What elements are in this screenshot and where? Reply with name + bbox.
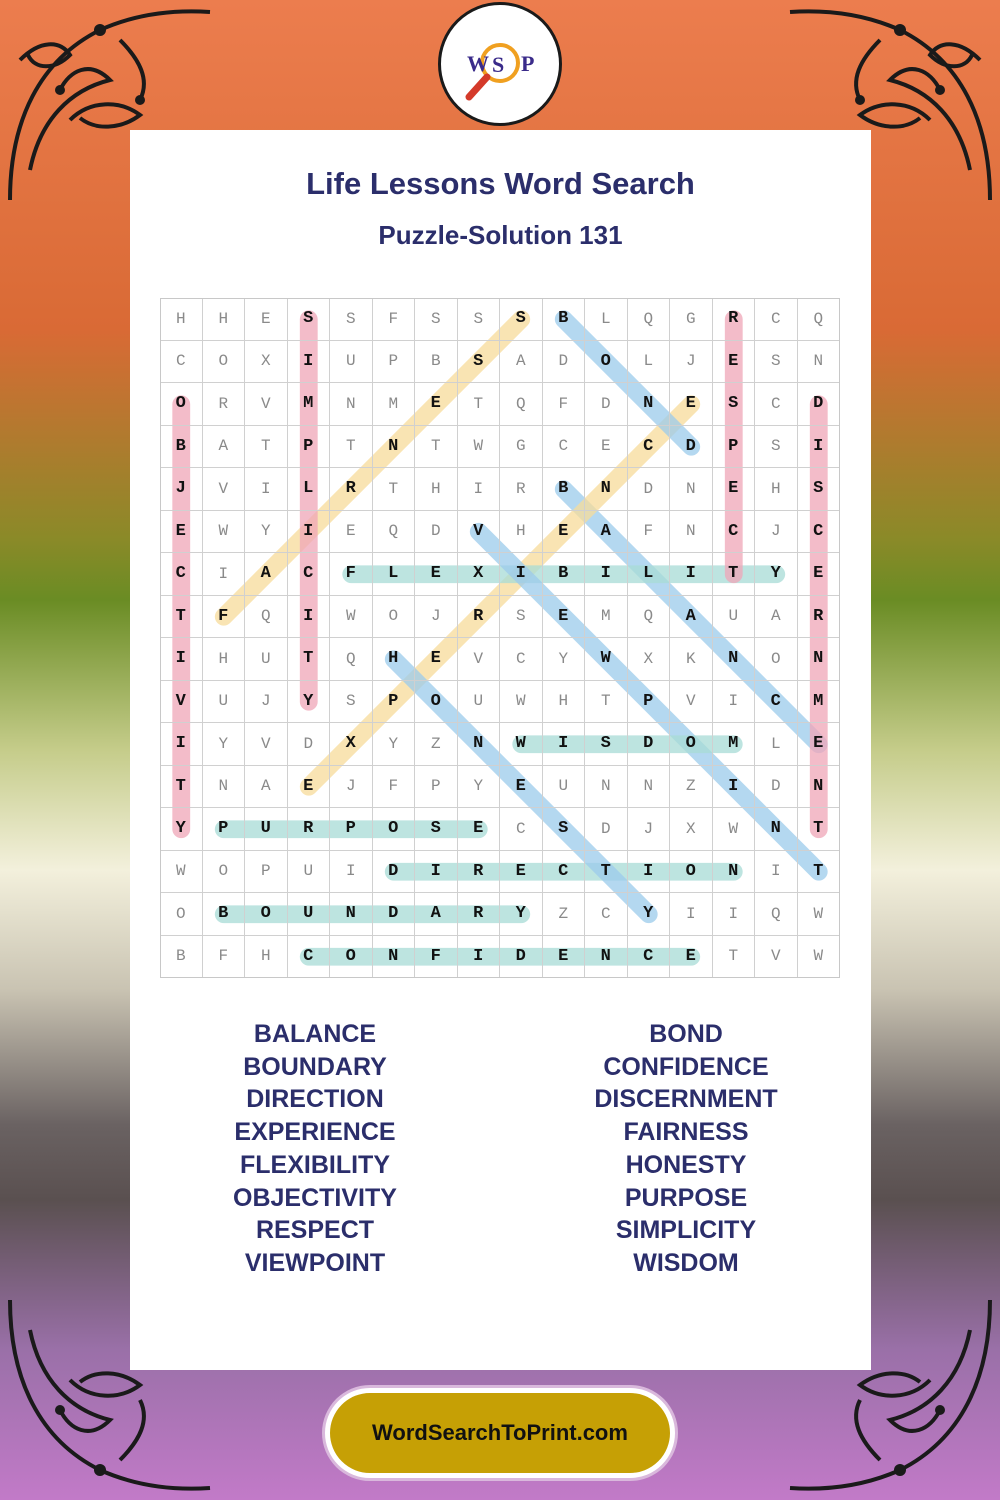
grid-cell[interactable]: I <box>713 681 756 724</box>
grid-cell[interactable]: P <box>288 426 331 469</box>
word-item: EXPERIENCE <box>234 1118 396 1147</box>
grid-cell[interactable]: J <box>245 681 288 724</box>
grid-cell[interactable]: P <box>415 766 458 809</box>
grid-cell[interactable]: X <box>245 341 288 384</box>
grid-cell[interactable]: C <box>755 681 798 724</box>
word-list-right <box>501 1018 871 1280</box>
word-search-grid <box>160 298 840 978</box>
grid-cell[interactable]: P <box>245 851 288 894</box>
grid-cell[interactable]: T <box>373 468 416 511</box>
grid-cell[interactable]: C <box>500 808 543 851</box>
grid-cell[interactable]: O <box>755 638 798 681</box>
grid-cell[interactable]: Y <box>288 681 331 724</box>
grid-cell[interactable]: W <box>203 511 246 554</box>
grid-cell[interactable]: V <box>670 681 713 724</box>
grid-cell[interactable]: Z <box>415 723 458 766</box>
grid-cell[interactable]: I <box>670 553 713 596</box>
grid-cell[interactable]: T <box>798 851 841 894</box>
puzzle-sheet <box>130 130 871 1370</box>
word-item: DISCERNMENT <box>594 1085 778 1114</box>
grid-cell[interactable]: M <box>713 723 756 766</box>
grid-cell[interactable]: M <box>798 681 841 724</box>
word-item: RESPECT <box>255 1216 375 1245</box>
logo-letter-p: P <box>521 51 535 76</box>
grid-cell[interactable]: G <box>500 426 543 469</box>
grid-cell[interactable]: I <box>203 553 246 596</box>
grid-cell[interactable]: N <box>670 468 713 511</box>
grid-cell[interactable]: T <box>585 851 628 894</box>
grid-cell[interactable]: E <box>543 596 586 639</box>
grid-cell[interactable]: Y <box>373 723 416 766</box>
grid-cell[interactable]: P <box>203 808 246 851</box>
grid-cell[interactable]: A <box>500 341 543 384</box>
grid-cell[interactable]: X <box>628 638 671 681</box>
grid-cell[interactable]: D <box>670 426 713 469</box>
grid-cell[interactable]: W <box>458 426 501 469</box>
grid-cell[interactable]: S <box>798 468 841 511</box>
grid-cell[interactable]: C <box>288 553 331 596</box>
grid-cell[interactable]: E <box>288 766 331 809</box>
grid-cell[interactable]: F <box>415 936 458 979</box>
grid-cell[interactable]: U <box>245 638 288 681</box>
grid-cell[interactable]: M <box>585 596 628 639</box>
grid-cell[interactable]: I <box>288 341 331 384</box>
grid-cell[interactable]: H <box>203 638 246 681</box>
grid-cell[interactable]: Q <box>628 298 671 341</box>
grid-cell[interactable]: T <box>585 681 628 724</box>
grid-cell[interactable]: R <box>458 893 501 936</box>
grid-cell[interactable]: Y <box>160 808 203 851</box>
word-item: BOUNDARY <box>243 1052 387 1081</box>
grid-cell[interactable]: H <box>245 936 288 979</box>
grid-cell[interactable]: N <box>713 851 756 894</box>
grid-cell[interactable]: S <box>458 341 501 384</box>
grid-cell[interactable]: Q <box>373 511 416 554</box>
grid-cell[interactable]: O <box>203 341 246 384</box>
grid-cell[interactable]: V <box>160 681 203 724</box>
grid-cell[interactable]: D <box>585 808 628 851</box>
grid-cell[interactable]: E <box>330 511 373 554</box>
word-item: CONFIDENCE <box>603 1052 769 1081</box>
grid-cell[interactable]: U <box>713 596 756 639</box>
grid-cell[interactable]: N <box>203 766 246 809</box>
grid-cell[interactable]: S <box>543 808 586 851</box>
grid-cell[interactable]: I <box>160 638 203 681</box>
grid-cell[interactable]: E <box>543 511 586 554</box>
grid-cell[interactable]: I <box>670 893 713 936</box>
page-title: Life Lessons Word Search <box>306 166 695 201</box>
grid-cell[interactable]: X <box>458 553 501 596</box>
grid-cell[interactable]: E <box>798 723 841 766</box>
grid-cell[interactable]: V <box>755 936 798 979</box>
grid-cell[interactable]: S <box>500 298 543 341</box>
grid-cell[interactable]: D <box>415 511 458 554</box>
grid-cell[interactable]: A <box>585 511 628 554</box>
grid-cell[interactable]: I <box>713 893 756 936</box>
grid-cell[interactable]: A <box>203 426 246 469</box>
grid-cell[interactable]: B <box>415 341 458 384</box>
grid-cell[interactable]: W <box>798 893 841 936</box>
grid-cell[interactable]: X <box>330 723 373 766</box>
grid-cell[interactable]: N <box>798 766 841 809</box>
grid-cell[interactable]: Z <box>543 893 586 936</box>
grid-cell[interactable]: R <box>458 596 501 639</box>
grid-cell[interactable]: N <box>628 766 671 809</box>
grid-cell[interactable]: D <box>585 383 628 426</box>
grid-cell[interactable]: C <box>755 383 798 426</box>
grid-cell[interactable]: I <box>458 936 501 979</box>
grid-cell[interactable]: V <box>245 723 288 766</box>
grid-cell[interactable]: T <box>160 596 203 639</box>
grid-cell[interactable]: W <box>713 808 756 851</box>
grid-cell[interactable]: F <box>543 383 586 426</box>
grid-cell[interactable]: E <box>543 936 586 979</box>
grid-cell[interactable]: I <box>458 468 501 511</box>
grid-cell[interactable]: B <box>203 893 246 936</box>
grid-cell[interactable]: N <box>585 936 628 979</box>
grid-cell[interactable]: H <box>160 298 203 341</box>
grid-cell[interactable]: P <box>373 341 416 384</box>
grid-cell[interactable]: D <box>798 383 841 426</box>
grid-cell[interactable]: I <box>245 468 288 511</box>
grid-cell[interactable]: U <box>245 808 288 851</box>
word-item: HONESTY <box>625 1150 747 1179</box>
grid-cell[interactable]: N <box>713 638 756 681</box>
grid-cell[interactable]: O <box>245 893 288 936</box>
grid-cell[interactable]: E <box>500 851 543 894</box>
grid-cell[interactable]: S <box>500 596 543 639</box>
grid-cell[interactable]: W <box>798 936 841 979</box>
grid-cell[interactable]: B <box>543 468 586 511</box>
grid-cell[interactable]: I <box>543 723 586 766</box>
grid-cell[interactable]: L <box>755 723 798 766</box>
grid-cell[interactable]: J <box>330 766 373 809</box>
grid-cell[interactable]: T <box>415 426 458 469</box>
wsp-logo[interactable] <box>438 2 562 126</box>
word-list-left <box>130 1018 500 1280</box>
grid-cell[interactable]: S <box>585 723 628 766</box>
grid-cell[interactable]: S <box>755 426 798 469</box>
grid-cell[interactable]: T <box>288 638 331 681</box>
grid-cell[interactable]: E <box>415 383 458 426</box>
grid-cell[interactable]: E <box>160 511 203 554</box>
grid-cell[interactable]: A <box>670 596 713 639</box>
word-item: DIRECTION <box>246 1085 384 1114</box>
grid-cell[interactable]: E <box>670 936 713 979</box>
magnifier-logo-icon <box>441 5 559 123</box>
grid-cell[interactable]: N <box>458 723 501 766</box>
grid-cell[interactable]: O <box>203 851 246 894</box>
grid-cell[interactable]: E <box>415 553 458 596</box>
grid-cell[interactable]: T <box>713 553 756 596</box>
grid-cell[interactable]: Q <box>628 596 671 639</box>
grid-cell[interactable]: R <box>203 383 246 426</box>
grid-cell[interactable]: H <box>500 511 543 554</box>
grid-cell[interactable]: Y <box>755 553 798 596</box>
grid-cell[interactable]: J <box>755 511 798 554</box>
grid-cell[interactable]: N <box>330 893 373 936</box>
grid-cell[interactable]: B <box>160 426 203 469</box>
grid-cell[interactable]: S <box>415 808 458 851</box>
grid-cell[interactable]: W <box>330 596 373 639</box>
grid-cell[interactable]: U <box>458 681 501 724</box>
grid-cell[interactable]: N <box>798 638 841 681</box>
grid-cell[interactable]: U <box>330 341 373 384</box>
grid-cell[interactable]: S <box>755 341 798 384</box>
grid-cell[interactable]: D <box>755 766 798 809</box>
grid-cell[interactable]: E <box>415 638 458 681</box>
grid-cell[interactable]: E <box>458 808 501 851</box>
grid-cell[interactable]: N <box>330 383 373 426</box>
site-link-label: WordSearchToPrint.com <box>372 1420 628 1445</box>
grid-cell[interactable]: I <box>288 596 331 639</box>
grid-cell[interactable]: N <box>585 766 628 809</box>
grid-cell[interactable]: F <box>373 298 416 341</box>
grid-cell[interactable]: P <box>713 426 756 469</box>
grid-cell[interactable]: I <box>798 426 841 469</box>
grid-cell[interactable]: N <box>585 468 628 511</box>
grid-cell[interactable]: N <box>670 511 713 554</box>
grid-cell[interactable]: D <box>543 341 586 384</box>
grid-cell[interactable]: I <box>500 553 543 596</box>
grid-cell[interactable]: R <box>458 851 501 894</box>
grid-cell[interactable]: Y <box>543 638 586 681</box>
grid-cell[interactable]: I <box>415 851 458 894</box>
grid-cell[interactable]: U <box>288 893 331 936</box>
grid-cell[interactable]: D <box>628 468 671 511</box>
grid-cell[interactable]: S <box>330 681 373 724</box>
site-link-button[interactable] <box>325 1388 675 1478</box>
grid-cell[interactable]: J <box>160 468 203 511</box>
grid-cell[interactable]: S <box>458 298 501 341</box>
grid-cell[interactable]: I <box>160 723 203 766</box>
grid-cell[interactable]: P <box>330 808 373 851</box>
grid-cell[interactable]: O <box>330 936 373 979</box>
grid-cell[interactable]: S <box>415 298 458 341</box>
grid-cell[interactable]: W <box>500 723 543 766</box>
grid-cell[interactable]: O <box>670 723 713 766</box>
grid-cell[interactable]: F <box>628 511 671 554</box>
word-item: OBJECTIVITY <box>233 1183 397 1212</box>
grid-cell[interactable]: N <box>755 808 798 851</box>
logo-letter-s: S <box>492 52 505 77</box>
grid-cell[interactable]: T <box>798 808 841 851</box>
grid-cell[interactable]: E <box>670 383 713 426</box>
grid-cell[interactable]: F <box>330 553 373 596</box>
word-item: SIMPLICITY <box>615 1216 757 1245</box>
grid-cell[interactable]: E <box>245 298 288 341</box>
grid-cell[interactable]: E <box>713 468 756 511</box>
grid-cell[interactable]: T <box>245 426 288 469</box>
grid-cell[interactable]: Y <box>458 766 501 809</box>
grid-cell[interactable]: E <box>798 553 841 596</box>
grid-cell[interactable]: A <box>415 893 458 936</box>
grid-cell[interactable]: V <box>203 468 246 511</box>
grid-cell[interactable]: Q <box>798 298 841 341</box>
grid-cell[interactable]: L <box>373 553 416 596</box>
word-item: VIEWPOINT <box>244 1248 386 1277</box>
grid-cell[interactable]: R <box>500 468 543 511</box>
grid-cell[interactable]: Q <box>500 383 543 426</box>
grid-cell[interactable]: I <box>330 851 373 894</box>
grid-cell[interactable]: T <box>160 766 203 809</box>
grid-cell[interactable]: Q <box>755 893 798 936</box>
grid-cell[interactable]: S <box>330 298 373 341</box>
grid-cell[interactable]: C <box>713 511 756 554</box>
grid-cell[interactable]: N <box>373 936 416 979</box>
grid-cell[interactable]: L <box>288 468 331 511</box>
logo-letter-w: W <box>467 51 489 76</box>
letter-grid <box>160 298 840 978</box>
grid-cell[interactable]: V <box>458 511 501 554</box>
grid-cell[interactable]: F <box>203 596 246 639</box>
grid-cell[interactable]: B <box>160 936 203 979</box>
grid-cell[interactable]: D <box>500 936 543 979</box>
grid-cell[interactable]: K <box>670 638 713 681</box>
grid-cell[interactable]: E <box>713 341 756 384</box>
grid-cell[interactable]: H <box>755 468 798 511</box>
grid-cell[interactable]: O <box>373 596 416 639</box>
grid-cell[interactable]: Y <box>245 511 288 554</box>
grid-cell[interactable]: R <box>713 298 756 341</box>
grid-cell[interactable]: D <box>628 723 671 766</box>
grid-cell[interactable]: J <box>628 808 671 851</box>
grid-cell[interactable]: C <box>543 851 586 894</box>
grid-cell[interactable]: I <box>288 511 331 554</box>
grid-cell[interactable]: L <box>628 341 671 384</box>
grid-cell[interactable]: Y <box>628 893 671 936</box>
grid-cell[interactable]: G <box>670 298 713 341</box>
grid-cell[interactable]: C <box>500 638 543 681</box>
grid-cell[interactable]: O <box>160 893 203 936</box>
grid-cell[interactable]: L <box>628 553 671 596</box>
grid-cell[interactable]: Y <box>203 723 246 766</box>
grid-cell[interactable]: E <box>500 766 543 809</box>
grid-cell[interactable]: O <box>415 681 458 724</box>
grid-cell[interactable]: M <box>373 383 416 426</box>
grid-cell[interactable]: F <box>203 936 246 979</box>
grid-cell[interactable]: H <box>415 468 458 511</box>
grid-cell[interactable]: N <box>798 341 841 384</box>
grid-cell[interactable]: H <box>543 681 586 724</box>
grid-cell[interactable]: O <box>670 851 713 894</box>
grid-cell[interactable]: D <box>373 851 416 894</box>
grid-cell[interactable]: I <box>713 766 756 809</box>
grid-cell[interactable]: P <box>628 681 671 724</box>
grid-cell[interactable]: R <box>330 468 373 511</box>
word-item: PURPOSE <box>624 1183 748 1212</box>
grid-cell[interactable]: I <box>755 851 798 894</box>
grid-cell[interactable]: W <box>160 851 203 894</box>
grid-cell[interactable]: B <box>543 298 586 341</box>
grid-cell[interactable]: Q <box>330 638 373 681</box>
grid-cell[interactable]: V <box>245 383 288 426</box>
grid-cell[interactable]: C <box>755 298 798 341</box>
grid-cell[interactable]: U <box>543 766 586 809</box>
grid-cell[interactable]: O <box>373 808 416 851</box>
grid-cell[interactable]: C <box>628 426 671 469</box>
grid-cell[interactable]: T <box>330 426 373 469</box>
grid-cell[interactable]: W <box>500 681 543 724</box>
grid-cell[interactable]: S <box>713 383 756 426</box>
grid-cell[interactable]: R <box>798 596 841 639</box>
grid-cell[interactable]: H <box>203 298 246 341</box>
grid-cell[interactable]: D <box>288 723 331 766</box>
grid-cell[interactable]: M <box>288 383 331 426</box>
grid-cell[interactable]: Q <box>245 596 288 639</box>
grid-cell[interactable]: I <box>585 553 628 596</box>
grid-cell[interactable]: A <box>245 553 288 596</box>
word-item: WISDOM <box>633 1248 739 1277</box>
grid-cell[interactable]: U <box>288 851 331 894</box>
word-item: FLEXIBILITY <box>240 1150 390 1179</box>
grid-cell[interactable]: C <box>585 893 628 936</box>
grid-cell[interactable]: C <box>543 426 586 469</box>
grid-cell[interactable]: U <box>203 681 246 724</box>
grid-cell[interactable]: P <box>373 681 416 724</box>
grid-cell[interactable]: J <box>415 596 458 639</box>
grid-cell[interactable]: R <box>288 808 331 851</box>
grid-cell[interactable]: N <box>373 426 416 469</box>
grid-cell[interactable]: L <box>585 298 628 341</box>
grid-cell[interactable]: T <box>458 383 501 426</box>
grid-cell[interactable]: T <box>713 936 756 979</box>
grid-cell[interactable]: C <box>160 341 203 384</box>
grid-cell[interactable]: Y <box>500 893 543 936</box>
grid-cell[interactable]: C <box>288 936 331 979</box>
word-item: BOND <box>649 1020 723 1048</box>
grid-cell[interactable]: Z <box>670 766 713 809</box>
grid-cell[interactable]: H <box>373 638 416 681</box>
word-item: BALANCE <box>253 1020 377 1048</box>
grid-cell[interactable]: O <box>585 341 628 384</box>
grid-cell[interactable]: B <box>543 553 586 596</box>
grid-cell[interactable]: O <box>160 383 203 426</box>
page-subtitle: Puzzle-Solution 131 <box>378 220 623 250</box>
grid-cell[interactable]: A <box>755 596 798 639</box>
grid-cell[interactable]: C <box>160 553 203 596</box>
grid-cell[interactable]: J <box>670 341 713 384</box>
grid-cell[interactable]: X <box>670 808 713 851</box>
grid-cell[interactable]: C <box>628 936 671 979</box>
grid-cell[interactable]: S <box>288 298 331 341</box>
grid-cell[interactable]: E <box>585 426 628 469</box>
grid-cell[interactable]: I <box>628 851 671 894</box>
grid-cell[interactable]: N <box>628 383 671 426</box>
grid-cell[interactable]: C <box>798 511 841 554</box>
grid-cell[interactable]: W <box>585 638 628 681</box>
grid-cell[interactable]: A <box>245 766 288 809</box>
grid-cell[interactable]: V <box>458 638 501 681</box>
grid-cell[interactable]: D <box>373 893 416 936</box>
word-item: FAIRNESS <box>623 1118 749 1147</box>
grid-cell[interactable]: F <box>373 766 416 809</box>
